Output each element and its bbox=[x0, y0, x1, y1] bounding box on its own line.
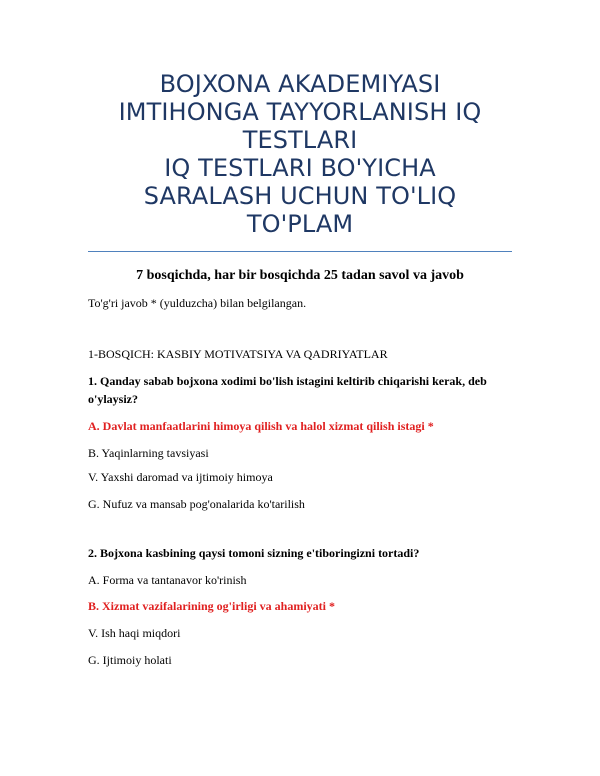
question-2-option-g: G. Ijtimoiy holati bbox=[88, 653, 172, 667]
question-1-option-g: G. Nufuz va mansab pog'onalarida ko'tarilish bbox=[88, 497, 305, 511]
title-line: IQ TESTLARI BO'YICHA bbox=[164, 154, 436, 182]
title-line: BOJXONA AKADEMIYASI bbox=[159, 70, 441, 98]
question-1-option-v: V. Yaxshi daromad va ijtimoiy himoya bbox=[88, 470, 273, 484]
question-1-option-a-correct: A. Davlat manfaatlarini himoya qilish va halol xizmat qilish istagi * bbox=[88, 419, 434, 433]
title-divider bbox=[88, 251, 512, 252]
question-2-text: 2. Bojxona kasbining qaysi tomoni sizning e'tiboringizni tortadi? bbox=[88, 546, 420, 560]
title-line: TO'PLAM bbox=[246, 210, 354, 238]
document-subtitle: 7 bosqichda, har bir bosqichda 25 tadan savol va javob bbox=[136, 268, 464, 283]
title-line: SARALASH UCHUN TO'LIQ bbox=[143, 182, 457, 210]
question-2-option-b-correct: B. Xizmat vazifalarining og'irligi va ahamiyati * bbox=[88, 599, 335, 613]
question-1-text-line-1: 1. Qanday sabab bojxona xodimi bo'lish istagini keltirib chiqarishi kerak, deb bbox=[88, 374, 487, 388]
question-2-option-a: A. Forma va tantanavor ko'rinish bbox=[88, 573, 247, 587]
title-line: IMTIHONGA TAYYORLANISH IQ bbox=[118, 98, 482, 126]
title-line: TESTLARI bbox=[242, 126, 358, 154]
question-1-option-b: B. Yaqinlarning tavsiyasi bbox=[88, 446, 209, 460]
question-2-option-v: V. Ish haqi miqdori bbox=[88, 626, 181, 640]
question-1-text-line-2: o'ylaysiz? bbox=[88, 392, 138, 406]
answer-note: To'g'ri javob * (yulduzcha) bilan belgilangan. bbox=[88, 296, 307, 310]
document-title bbox=[80, 70, 520, 238]
stage-heading: 1-BOSQICH: KASBIY MOTIVATSIYA VA QADRIYATLAR bbox=[88, 347, 388, 361]
